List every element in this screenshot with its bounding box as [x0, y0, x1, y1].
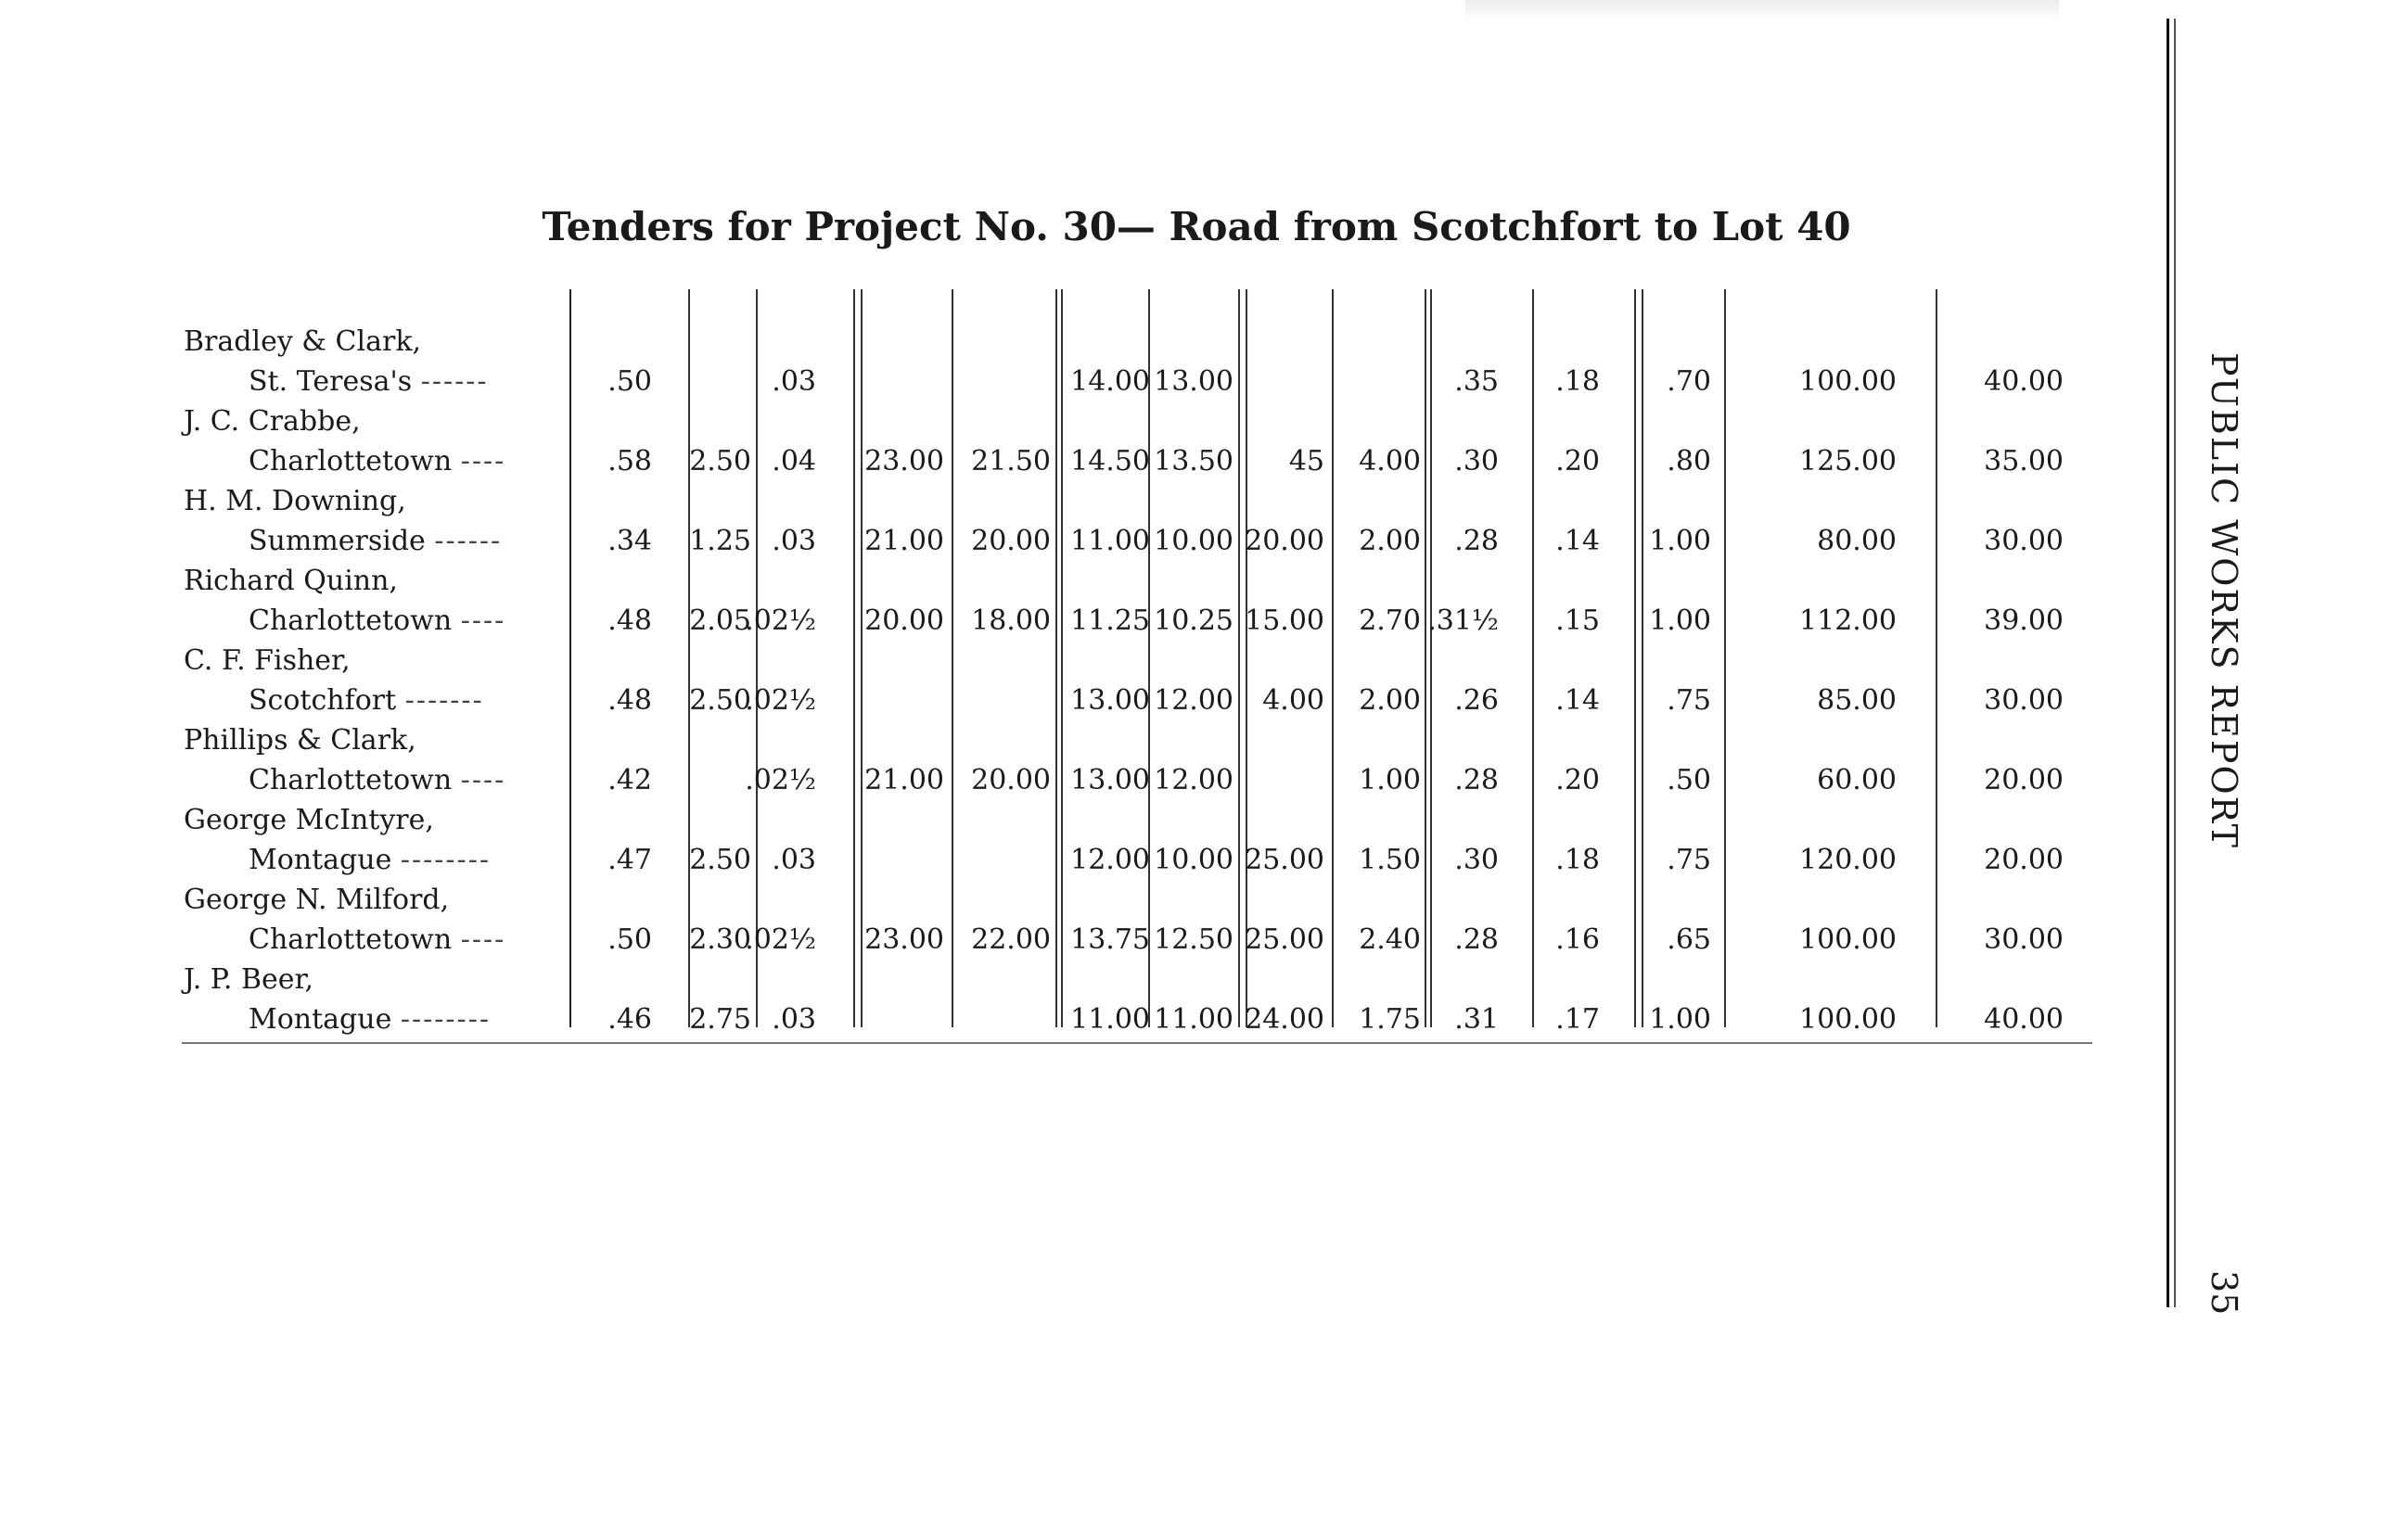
price-cell: .48: [607, 684, 652, 717]
column-rule: [853, 289, 855, 1027]
price-cell: 1.75: [1359, 1003, 1421, 1036]
price-cell: .50: [607, 365, 652, 398]
tenderer-name: Phillips & Clark,: [184, 724, 416, 757]
price-cell: 23.00: [864, 445, 944, 477]
column-rule: [1430, 289, 1432, 1027]
column-rule: [1332, 289, 1334, 1027]
price-cell: 25.00: [1245, 923, 1324, 956]
price-cell: .50: [1667, 764, 1711, 796]
price-cell: 2.05: [689, 605, 751, 637]
price-cell: .26: [1454, 684, 1499, 717]
tenderer-place: [249, 843, 491, 878]
column-rule: [1061, 289, 1063, 1027]
price-cell: .20: [1555, 445, 1600, 477]
tenderer-place: [249, 1002, 491, 1037]
place-label: Charlottetown: [249, 605, 453, 637]
price-cell: 20.00: [971, 525, 1051, 557]
place-label: Summerside: [249, 525, 426, 557]
price-cell: .31½: [1427, 605, 1499, 637]
price-cell: 13.75: [1070, 923, 1150, 956]
running-head: PUBLIC WORKS REPORT: [2204, 352, 2244, 849]
tenderer-name: H. M. Downing,: [184, 485, 406, 517]
price-cell: 11.00: [1154, 1003, 1233, 1036]
tenderer-name: C. F. Fisher,: [184, 644, 351, 677]
price-cell: 11.00: [1070, 525, 1150, 557]
place-label: Charlottetown: [249, 923, 453, 956]
price-cell: 12.00: [1154, 684, 1233, 717]
tenderer-place: [249, 604, 505, 639]
price-cell: 30.00: [1984, 923, 2064, 956]
margin-rule-1: [2167, 19, 2169, 1307]
price-cell: .80: [1667, 445, 1711, 477]
place-label: Charlottetown: [249, 445, 453, 477]
price-cell: 20.00: [864, 605, 944, 637]
column-rule: [1055, 289, 1057, 1027]
price-cell: .20: [1555, 764, 1600, 796]
tenderer-name: Richard Quinn,: [184, 565, 398, 597]
price-cell: 11.25: [1070, 605, 1150, 637]
price-cell: 21.50: [971, 445, 1051, 477]
price-cell: 1.00: [1649, 1003, 1711, 1036]
column-rule: [861, 289, 863, 1027]
price-cell: 20.00: [971, 764, 1051, 796]
leader-dots: ------: [420, 365, 489, 398]
price-cell: .50: [607, 923, 652, 956]
price-cell: .30: [1454, 445, 1499, 477]
column-rule: [1532, 289, 1534, 1027]
price-cell: 80.00: [1817, 525, 1897, 557]
price-cell: 35.00: [1984, 445, 2064, 477]
price-cell: 125.00: [1799, 445, 1897, 477]
price-cell: .02½: [745, 605, 816, 637]
price-cell: .75: [1667, 844, 1711, 876]
leader-dots: --------: [400, 844, 491, 876]
price-cell: 2.75: [689, 1003, 751, 1036]
place-label: St. Teresa's: [249, 365, 413, 398]
price-cell: 2.50: [689, 445, 751, 477]
price-cell: .16: [1555, 923, 1600, 956]
price-cell: .30: [1454, 844, 1499, 876]
price-cell: 20.00: [1984, 844, 2064, 876]
price-cell: 2.40: [1359, 923, 1421, 956]
price-cell: .04: [772, 445, 816, 477]
price-cell: .48: [607, 605, 652, 637]
place-label: Montague: [249, 844, 392, 876]
price-cell: 10.25: [1154, 605, 1233, 637]
price-cell: 2.30: [689, 923, 751, 956]
price-cell: 30.00: [1984, 525, 2064, 557]
price-cell: 14.50: [1070, 445, 1150, 477]
price-cell: .65: [1667, 923, 1711, 956]
tenderer-name: George McIntyre,: [184, 804, 434, 836]
leader-dots: --------: [400, 1003, 491, 1036]
leader-dots: ----: [460, 605, 506, 637]
column-rule: [952, 289, 953, 1027]
price-cell: 11.00: [1070, 1003, 1150, 1036]
price-cell: 25.00: [1245, 844, 1324, 876]
price-cell: .18: [1555, 365, 1600, 398]
price-cell: 12.00: [1070, 844, 1150, 876]
price-cell: .46: [607, 1003, 652, 1036]
price-cell: 24.00: [1245, 1003, 1324, 1036]
price-cell: .03: [772, 365, 816, 398]
price-cell: 1.25: [689, 525, 751, 557]
price-cell: 112.00: [1799, 605, 1897, 637]
price-cell: .02½: [745, 923, 816, 956]
price-cell: 1.00: [1649, 525, 1711, 557]
price-cell: 4.00: [1262, 684, 1324, 717]
tenderer-name: George N. Milford,: [184, 884, 450, 916]
price-cell: 10.00: [1154, 844, 1233, 876]
price-cell: .58: [607, 445, 652, 477]
price-cell: .17: [1555, 1003, 1600, 1036]
price-cell: 2.00: [1359, 684, 1421, 717]
price-cell: .28: [1454, 923, 1499, 956]
price-cell: 120.00: [1799, 844, 1897, 876]
tenderer-name: J. C. Crabbe,: [184, 405, 361, 438]
price-cell: 85.00: [1817, 684, 1897, 717]
price-cell: .34: [607, 525, 652, 557]
price-cell: 2.00: [1359, 525, 1421, 557]
column-rule: [569, 289, 571, 1027]
price-cell: 18.00: [971, 605, 1051, 637]
leader-dots: ----: [460, 764, 506, 796]
price-cell: .35: [1454, 365, 1499, 398]
tenderer-place: [249, 923, 505, 958]
column-rule: [1425, 289, 1426, 1027]
column-rule: [756, 289, 758, 1027]
price-cell: 20.00: [1984, 764, 2064, 796]
place-label: Montague: [249, 1003, 392, 1036]
column-rule: [1642, 289, 1643, 1027]
price-cell: .75: [1667, 684, 1711, 717]
price-cell: .15: [1555, 605, 1600, 637]
price-cell: 10.00: [1154, 525, 1233, 557]
price-cell: .03: [772, 844, 816, 876]
price-cell: 1.00: [1649, 605, 1711, 637]
margin-rule-2: [2174, 19, 2176, 1307]
leader-dots: ------: [434, 525, 503, 557]
column-rule: [688, 289, 690, 1027]
column-rule: [1936, 289, 1937, 1027]
price-cell: 1.50: [1359, 844, 1421, 876]
price-cell: 60.00: [1817, 764, 1897, 796]
price-cell: 39.00: [1984, 605, 2064, 637]
price-cell: 15.00: [1245, 605, 1324, 637]
price-cell: 4.00: [1359, 445, 1421, 477]
price-cell: .02½: [745, 764, 816, 796]
column-rule: [1238, 289, 1240, 1027]
price-cell: 12.00: [1154, 764, 1233, 796]
price-cell: 2.50: [689, 844, 751, 876]
price-cell: 21.00: [864, 764, 944, 796]
price-cell: .47: [607, 844, 652, 876]
price-cell: 23.00: [864, 923, 944, 956]
price-cell: 100.00: [1799, 1003, 1897, 1036]
price-cell: 30.00: [1984, 684, 2064, 717]
price-cell: .14: [1555, 525, 1600, 557]
price-cell: 13.50: [1154, 445, 1233, 477]
tenderer-place: [249, 763, 505, 798]
price-cell: 22.00: [971, 923, 1051, 956]
tenderer-place: [249, 444, 505, 479]
place-label: Scotchfort: [249, 684, 397, 717]
price-cell: 2.70: [1359, 605, 1421, 637]
price-cell: .28: [1454, 764, 1499, 796]
tenderer-place: [249, 364, 489, 400]
column-rule: [1634, 289, 1636, 1027]
price-cell: .70: [1667, 365, 1711, 398]
table-bottom-rule: [182, 1042, 2092, 1044]
price-cell: 40.00: [1984, 365, 2064, 398]
leader-dots: -------: [404, 684, 484, 717]
page-title: Tenders for Project No. 30— Road from Scotchfort to Lot 40: [542, 204, 1851, 249]
price-cell: 12.50: [1154, 923, 1233, 956]
price-cell: .14: [1555, 684, 1600, 717]
page-number: 35: [2204, 1270, 2244, 1316]
price-cell: 13.00: [1154, 365, 1233, 398]
price-cell: 21.00: [864, 525, 944, 557]
tenderer-place: [249, 524, 502, 559]
price-cell: .03: [772, 525, 816, 557]
price-cell: 100.00: [1799, 923, 1897, 956]
price-cell: 40.00: [1984, 1003, 2064, 1036]
price-cell: 13.00: [1070, 764, 1150, 796]
column-rule: [1246, 289, 1247, 1027]
column-rule: [1724, 289, 1726, 1027]
place-label: Charlottetown: [249, 764, 453, 796]
price-cell: .42: [607, 764, 652, 796]
leader-dots: ----: [460, 445, 506, 477]
price-cell: .18: [1555, 844, 1600, 876]
price-cell: .02½: [745, 684, 816, 717]
price-cell: 13.00: [1070, 684, 1150, 717]
price-cell: 2.50: [689, 684, 751, 717]
tenderer-place: [249, 683, 484, 719]
price-cell: 100.00: [1799, 365, 1897, 398]
price-cell: 14.00: [1070, 365, 1150, 398]
column-rule: [1148, 289, 1150, 1027]
price-cell: 1.00: [1359, 764, 1421, 796]
tenderer-name: Bradley & Clark,: [184, 325, 422, 358]
price-cell: .03: [772, 1003, 816, 1036]
leader-dots: ----: [460, 923, 506, 956]
price-cell: 45: [1288, 445, 1324, 477]
price-cell: .31: [1454, 1003, 1499, 1036]
price-cell: 20.00: [1245, 525, 1324, 557]
tenderer-name: J. P. Beer,: [184, 963, 314, 996]
price-cell: .28: [1454, 525, 1499, 557]
